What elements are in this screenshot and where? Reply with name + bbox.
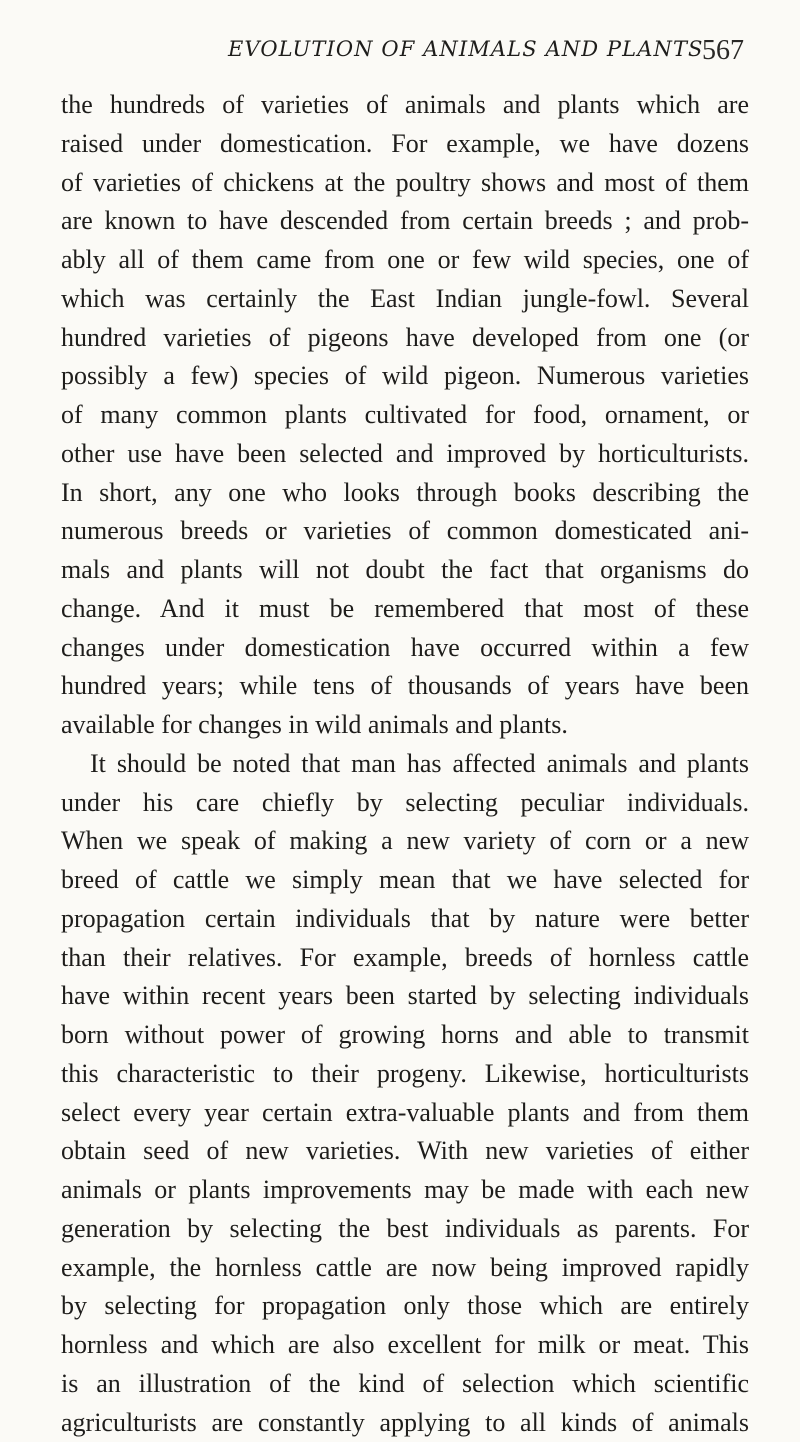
text-line: In short, any one who looks through books describing the xyxy=(61,474,749,513)
text-line: under his care chiefly by selecting peculiar individuals. xyxy=(61,784,749,823)
text-line: of varieties of chickens at the poultry shows and most of them xyxy=(61,164,749,203)
running-title: EVOLUTION OF ANIMALS AND PLANTS xyxy=(228,37,704,61)
text-line: which was certainly the East Indian jungle-fowl. Several xyxy=(61,280,749,319)
paragraph-1 xyxy=(61,86,749,745)
text-line: changes under domestication have occurred within a few xyxy=(61,629,749,668)
paragraph-2 xyxy=(61,745,749,1442)
text-line: the hundreds of varieties of animals and plants which are xyxy=(61,86,749,125)
page-number: 567 xyxy=(702,35,744,67)
text-line: have within recent years been started by selecting individuals xyxy=(61,977,749,1016)
text-line: hundred varieties of pigeons have developed from one (or xyxy=(61,319,749,358)
text-line: born without power of growing horns and able to transmit xyxy=(61,1016,749,1055)
text-line: possibly a few) species of wild pigeon. Numerous varieties xyxy=(61,357,749,396)
text-line: generation by selecting the best individuals as parents. For xyxy=(61,1210,749,1249)
text-line: by selecting for propagation only those which are entirely xyxy=(61,1287,749,1326)
body-text xyxy=(61,86,749,1442)
text-line: this characteristic to their progeny. Likewise, horticulturists xyxy=(61,1055,749,1094)
text-line: propagation certain individuals that by nature were better xyxy=(61,900,749,939)
text-line: are known to have descended from certain breeds ; and prob- xyxy=(61,202,749,241)
text-line: than their relatives. For example, breeds of hornless cattle xyxy=(61,939,749,978)
text-line: available for changes in wild animals and plants. xyxy=(61,706,749,745)
text-line: select every year certain extra-valuable plants and from them xyxy=(61,1094,749,1133)
text-line: agriculturists are constantly applying to all kinds of animals xyxy=(61,1404,749,1442)
text-line: of many common plants cultivated for food, ornament, or xyxy=(61,396,749,435)
text-line: ably all of them came from one or few wild species, one of xyxy=(61,241,749,280)
text-line: breed of cattle we simply mean that we have selected for xyxy=(61,861,749,900)
text-line: hornless and which are also excellent for milk or meat. This xyxy=(61,1326,749,1365)
text-line: It should be noted that man has affected animals and plants xyxy=(61,745,749,784)
text-line: obtain seed of new varieties. With new varieties of either xyxy=(61,1132,749,1171)
text-line: example, the hornless cattle are now being improved rapidly xyxy=(61,1249,749,1288)
text-line: change. And it must be remembered that most of these xyxy=(61,590,749,629)
text-line: other use have been selected and improved by horticulturists. xyxy=(61,435,749,474)
text-line: is an illustration of the kind of selection which scientific xyxy=(61,1365,749,1404)
text-line: hundred years; while tens of thousands of years have been xyxy=(61,667,749,706)
text-line: animals or plants improvements may be made with each new xyxy=(61,1171,749,1210)
text-line: raised under domestication. For example, we have dozens xyxy=(61,125,749,164)
running-head xyxy=(0,37,800,77)
text-line: When we speak of making a new variety of corn or a new xyxy=(61,822,749,861)
text-line: numerous breeds or varieties of common domesticated ani- xyxy=(61,512,749,551)
text-line: mals and plants will not doubt the fact that organisms do xyxy=(61,551,749,590)
